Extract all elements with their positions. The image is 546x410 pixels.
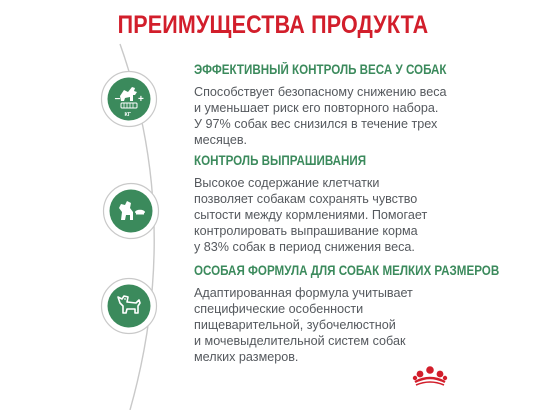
feature-description (194, 84, 539, 148)
feature-begging-control (194, 152, 539, 255)
feature-text-line: позволяет собакам сохранять чувство (194, 192, 418, 206)
feature-text-line: специфические особенности (194, 302, 364, 316)
feature-text-line: и мочевыделительной систем собак (194, 334, 406, 348)
feature-text-line: Высокое содержание клетчатки (194, 176, 380, 190)
feature-small-breed-formula (194, 262, 539, 365)
feature-text-line: сытости между кормлениями. Помогает (194, 208, 428, 222)
svg-text:+: + (138, 94, 144, 105)
feature-weight-control (194, 61, 539, 148)
dog-with-bowl-icon (102, 182, 160, 240)
feature-text-line: мелких размеров. (194, 350, 299, 364)
feature-text-line: месяцев. (194, 133, 248, 147)
feature-text-line: У 97% собак вес снизился в течение трех (194, 117, 438, 131)
royal-canin-crown-logo (411, 358, 449, 393)
svg-text:−: − (114, 94, 121, 105)
feature-heading: ОСОБАЯ ФОРМУЛА ДЛЯ СОБАК МЕЛКИХ РАЗМЕРОВ (194, 263, 500, 278)
feature-text-line: Способствует безопасному снижению веса (194, 85, 447, 99)
small-dog-icon (100, 277, 158, 335)
feature-text-line: у 83% собак в период снижения веса. (194, 240, 415, 254)
feature-text-line: контролировать выпрашивание корма (194, 224, 418, 238)
feature-heading: ЭФФЕКТИВНЫЙ КОНТРОЛЬ ВЕСА У СОБАК (194, 62, 447, 77)
feature-description (194, 175, 539, 255)
feature-heading: КОНТРОЛЬ ВЫПРАШИВАНИЯ (194, 153, 367, 168)
feature-description (194, 285, 539, 365)
feature-text-line: пищеварительной, зубочелюстной (194, 318, 396, 332)
icon-kg-label: КГ (124, 112, 131, 118)
feature-text-line: Адаптированная формула учитывает (194, 286, 413, 300)
feature-text-line: и уменьшает риск его повторного набора. (194, 101, 439, 115)
page-title: ПРЕИМУЩЕСТВА ПРОДУКТА (117, 11, 429, 39)
dog-on-scale-icon (100, 70, 158, 128)
